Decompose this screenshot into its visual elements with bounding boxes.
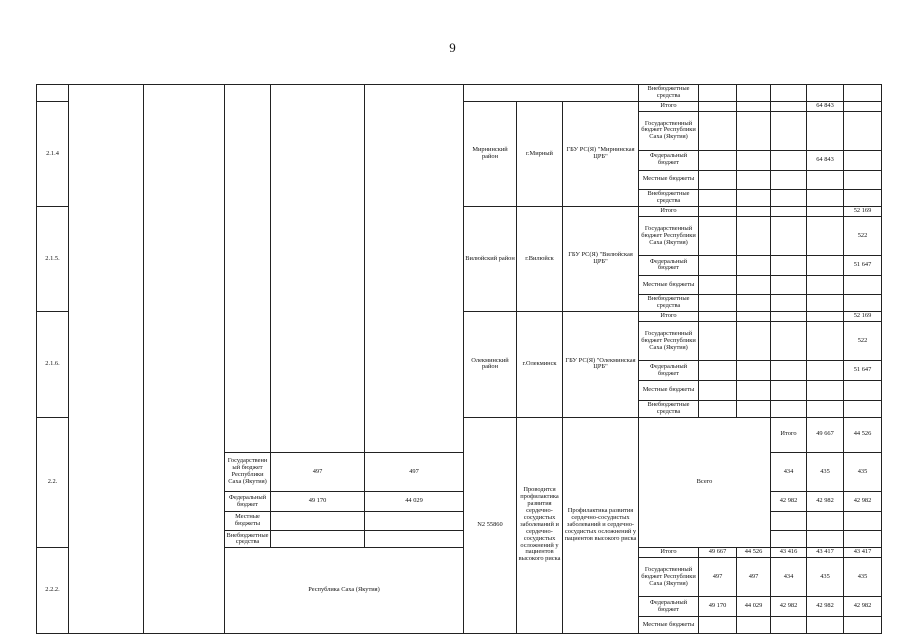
source-label: Федеральный бюджет	[639, 150, 699, 170]
value-cell: 44 029	[737, 597, 771, 617]
locality-name: г.Мирный	[517, 102, 563, 207]
value-cell: 64 843	[807, 102, 844, 112]
organization-name: ГБУ РС(Я) "Вилюйская ЦРБ"	[563, 207, 639, 312]
territory-label: Всего	[639, 417, 771, 548]
value-cell: 49 667	[699, 548, 737, 558]
value-cell: 52 169	[844, 312, 882, 322]
source-label: Федеральный бюджет	[225, 492, 271, 512]
value-cell: 64 843	[807, 150, 844, 170]
source-label: Местные бюджеты	[639, 170, 699, 190]
value-cell: 51 647	[844, 361, 882, 381]
value-cell: 44 029	[365, 492, 464, 512]
value-cell: 42 982	[807, 492, 844, 512]
value-cell: 44 526	[844, 417, 882, 453]
source-label: Местные бюджеты	[639, 380, 699, 400]
merged-column	[144, 85, 225, 634]
merged-column	[225, 85, 271, 453]
row-code: 2.2.2.	[37, 548, 69, 634]
event-description: Проводится профилактика развития сердечно-сосудистых заболеваний и сердечно-сосудистых осложнений у пациентов высокого риска	[517, 417, 563, 633]
value-cell: 522	[844, 216, 882, 255]
value-cell: 497	[365, 453, 464, 492]
row-code: 2.1.4	[37, 102, 69, 207]
value-cell: 435	[807, 453, 844, 492]
source-label: Внебюджетные средства	[639, 295, 699, 312]
row-code: 2.2.	[37, 417, 69, 548]
page-number: 9	[449, 40, 456, 55]
value-cell: 51 647	[844, 256, 882, 276]
source-label: Государственный бюджет Республики Саха (Якутия)	[639, 216, 699, 255]
source-label: Итого	[639, 548, 699, 558]
source-label: Местные бюджеты	[639, 275, 699, 295]
row-code: 2.1.6.	[37, 312, 69, 417]
source-label: Итого	[639, 102, 699, 112]
source-label: Местные бюджеты	[225, 511, 271, 531]
territory-label: Республика Саха (Якутия)	[225, 548, 464, 634]
value-cell: 434	[771, 453, 807, 492]
source-label: Государственный бюджет Республики Саха (Якутия)	[639, 558, 699, 597]
value-cell: 49 170	[699, 597, 737, 617]
value-cell: 497	[737, 558, 771, 597]
merged-column	[365, 85, 464, 453]
source-label: Внебюджетные средства	[225, 531, 271, 548]
value-cell: 49 667	[807, 417, 844, 453]
source-label: Федеральный бюджет	[639, 361, 699, 381]
value-cell: 435	[807, 558, 844, 597]
merged-column	[271, 85, 365, 453]
merged-column	[69, 85, 144, 634]
value-cell: 44 526	[737, 548, 771, 558]
locality-name: г.Олекминск	[517, 312, 563, 417]
value-cell: 42 982	[771, 492, 807, 512]
district-name: Олекминский район	[464, 312, 517, 417]
value-cell: 42 982	[771, 597, 807, 617]
value-cell: 43 417	[844, 548, 882, 558]
district-name: Мирнинский район	[464, 102, 517, 207]
source-label: Итого	[639, 207, 699, 217]
source-label: Государственный бюджет Республики Саха (Якутия)	[639, 111, 699, 150]
funding-table	[36, 84, 882, 634]
row-code: 2.1.5.	[37, 207, 69, 312]
project-number: N2 55860	[464, 417, 517, 633]
source-label: Итого	[771, 417, 807, 453]
value-cell: 42 982	[844, 597, 882, 617]
value-cell: 42 982	[807, 597, 844, 617]
value-cell: 52 169	[844, 207, 882, 217]
source-label: Государственный бюджет Республики Саха (Якутия)	[225, 453, 271, 492]
value-cell: 42 982	[844, 492, 882, 512]
value-cell: 435	[844, 558, 882, 597]
source-label: Внебюджетные средства	[639, 190, 699, 207]
organization-name: ГБУ РС(Я) "Мирнинская ЦРБ"	[563, 102, 639, 207]
value-cell: 435	[844, 453, 882, 492]
source-label: Внебюджетные средства	[639, 85, 699, 102]
value-cell: 522	[844, 322, 882, 361]
value-cell: 434	[771, 558, 807, 597]
source-label: Государственный бюджет Республики Саха (Якутия)	[639, 322, 699, 361]
result-description: Профилактика развития сердечно-сосудистых заболеваний и сердечно-сосудистых осложнений у пациентов высокого риска	[563, 417, 639, 633]
value-cell: 43 417	[807, 548, 844, 558]
district-name: Вилюйский район	[464, 207, 517, 312]
organization-name: ГБУ РС(Я) "Олекминская ЦРБ"	[563, 312, 639, 417]
source-label: Федеральный бюджет	[639, 256, 699, 276]
locality-name: г.Вилюйск	[517, 207, 563, 312]
source-label: Внебюджетные средства	[639, 400, 699, 417]
value-cell: 497	[271, 453, 365, 492]
value-cell: 49 170	[271, 492, 365, 512]
source-label: Итого	[639, 312, 699, 322]
value-cell: 497	[699, 558, 737, 597]
source-label: Местные бюджеты	[639, 617, 699, 634]
table-row	[37, 85, 882, 102]
source-label: Федеральный бюджет	[639, 597, 699, 617]
value-cell: 43 416	[771, 548, 807, 558]
